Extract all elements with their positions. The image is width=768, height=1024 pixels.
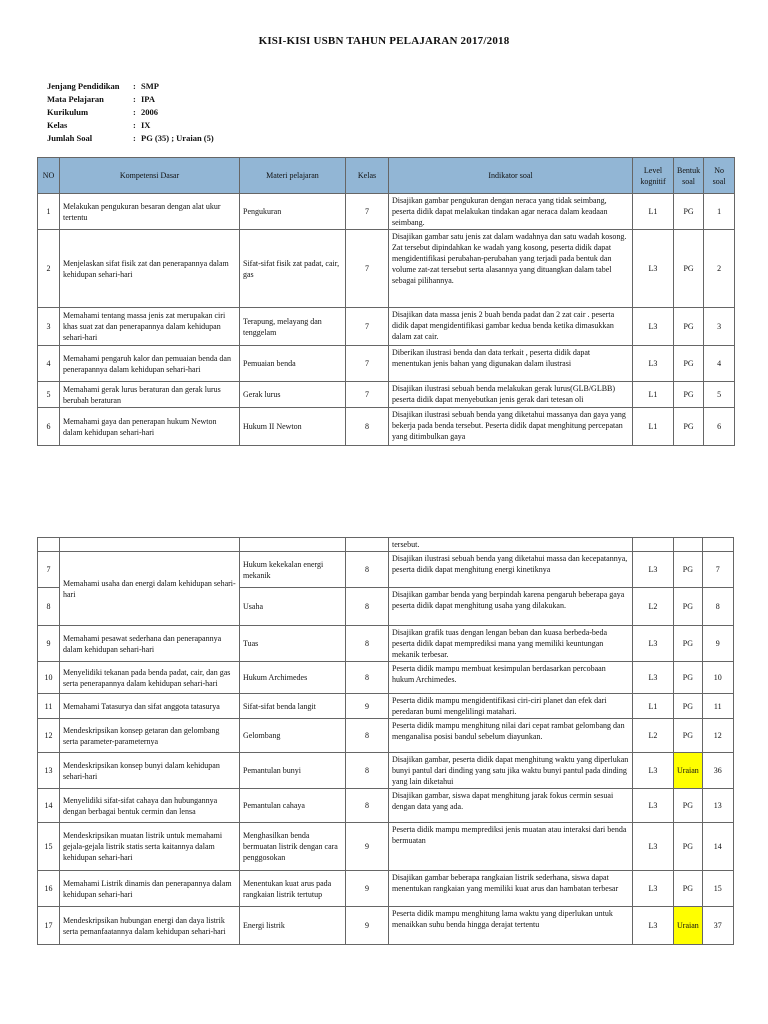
cell-materi: Hukum kekekalan energi mekanik	[240, 552, 346, 588]
cell-materi: Hukum Archimedes	[240, 662, 346, 694]
cell-nosoal: 7	[702, 552, 733, 588]
cell-no: 15	[38, 823, 60, 871]
cell-nosoal: 5	[704, 382, 735, 408]
cell-no: 2	[38, 230, 60, 308]
cell-level: L3	[633, 308, 674, 346]
cell-indikator: Peserta didik mampu menghitung lama waktu yang diperlukan untuk menaikkan suhu benda hingga derajat tertentu	[389, 907, 633, 945]
cell-no: 7	[38, 552, 60, 588]
cell-bentuk: PG	[674, 719, 703, 753]
table-row	[38, 789, 734, 823]
meta-value: IPA	[141, 94, 156, 104]
table-header-row	[38, 158, 735, 194]
cell-kelas: 7	[346, 308, 389, 346]
cell-indikator: Peserta didik mampu memprediksi jenis muatan atau interaksi dari benda bermuatan	[389, 823, 633, 871]
cell-level: L3	[633, 626, 674, 662]
header-bentuk: Bentuk soal	[674, 158, 704, 194]
cell-bentuk: Uraian	[674, 753, 703, 789]
cell-kompetensi: Memahami gaya dan penerapan hukum Newton dalam kehidupan sehari-hari	[60, 408, 240, 446]
cell-indikator: Peserta didik mampu mengidentifikasi ciri-ciri planet dan efek dari peredaran bumi mengelilingi matahari.	[389, 694, 633, 719]
cell-kompetensi: Memahami gerak lurus beraturan dan gerak lurus berubah beraturan	[60, 382, 240, 408]
meta-row-kurikulum: Kurikulum : 2006	[47, 107, 158, 117]
cell-materi: Pemuaian benda	[240, 346, 346, 382]
cell-nosoal: 1	[704, 194, 735, 230]
table-row-continuation	[38, 538, 734, 552]
cell-indikator: Disajikan ilustrasi sebuah benda melakukan gerak lurus(GLB/GLBB) peserta didik dapat menyebutkan jenis gerak dari tetesan oli	[389, 382, 633, 408]
cell-materi: Sifat-sifat benda langit	[240, 694, 346, 719]
table-row	[38, 382, 735, 408]
header-kompetensi: Kompetensi Dasar	[60, 158, 240, 194]
cell-no: 11	[38, 694, 60, 719]
cell-bentuk: PG	[674, 194, 704, 230]
meta-key: Jumlah Soal	[47, 133, 93, 143]
cell-materi: Pemantulan bunyi	[240, 753, 346, 789]
cell-indikator: Disajikan gambar, peserta didik dapat menghitung waktu yang diperlukan bunyi pantul dari dinding yang satu jika waktu bunyi pantul pada dinding yang lain diketahui	[389, 753, 633, 789]
cell-kompetensi: Mendeskripsikan konsep bunyi dalam kehidupan sehari-hari	[60, 753, 240, 789]
cell-materi: Gelombang	[240, 719, 346, 753]
cell-kelas: 8	[346, 753, 389, 789]
cell-kompetensi: Mendeskripsikan muatan listrik untuk memahami gejala-gejala listrik statis serta kaitannya dalam kehidupan sehari-hari	[60, 823, 240, 871]
cell-kelas: 8	[346, 588, 389, 626]
cell-bentuk: PG	[674, 308, 704, 346]
cell-nosoal: 9	[702, 626, 733, 662]
cell-materi: Pengukuran	[240, 194, 346, 230]
table-row	[38, 346, 735, 382]
meta-row-jumlah: Jumlah Soal : PG (35) ; Uraian (5)	[47, 133, 214, 143]
cell-nosoal: 6	[704, 408, 735, 446]
cell-bentuk: PG	[674, 789, 703, 823]
cell-kompetensi: Menjelaskan sifat fisik zat dan penerapannya dalam kehidupan sehari-hari	[60, 230, 240, 308]
cell-kelas: 7	[346, 194, 389, 230]
cell-level: L1	[633, 382, 674, 408]
cell-kompetensi: Menyelidiki tekanan pada benda padat, cair, dan gas serta penerapannya dalam kehidupan sehari-hari	[60, 662, 240, 694]
cell-no: 16	[38, 871, 60, 907]
cell-materi: Pemantulan cahaya	[240, 789, 346, 823]
cell-kelas: 8	[346, 719, 389, 753]
table-row	[38, 230, 735, 308]
cell-bentuk: PG	[674, 552, 703, 588]
cell-nosoal: 2	[704, 230, 735, 308]
cell-nosoal: 11	[702, 694, 733, 719]
document-title: KISI-KISI USBN TAHUN PELAJARAN 2017/2018	[258, 35, 510, 47]
cell-kompetensi: Mendeskripsikan konsep getaran dan gelombang serta parameter-parameternya	[60, 719, 240, 753]
meta-value: PG (35) ; Uraian (5)	[141, 133, 214, 143]
table-row	[38, 907, 734, 945]
cell-level: L3	[633, 346, 674, 382]
cell-level: L3	[633, 552, 674, 588]
cell-bentuk: PG	[674, 382, 704, 408]
cell-nosoal: 36	[702, 753, 733, 789]
cell-indikator: Peserta didik mampu menghitung nilai dari cepat rambat gelombang dan menganalisa posisi bandul sebelum diayunkan.	[389, 719, 633, 753]
cell-no: 8	[38, 588, 60, 626]
header-materi: Materi pelajaran	[240, 158, 346, 194]
cell-kompetensi: Mendeskripsikan hubungan energi dan daya listrik serta pemanfaatannya dalam kehidupan sehari-hari	[60, 907, 240, 945]
cell-no: 12	[38, 719, 60, 753]
cell-bentuk: PG	[674, 823, 703, 871]
cell-indikator: Disajikan ilustrasi sebuah benda yang diketahui massa dan kecepatannya, peserta didik dapat menghitung energi kinetiknya	[389, 552, 633, 588]
cell-no: 6	[38, 408, 60, 446]
meta-key: Kelas	[47, 120, 68, 130]
table-row	[38, 753, 734, 789]
cell-level: L2	[633, 588, 674, 626]
cell-kompetensi: Melakukan pengukuran besaran dengan alat ukur tertentu	[60, 194, 240, 230]
meta-row-kelas: Kelas : IX	[47, 120, 151, 130]
cell-no: 10	[38, 662, 60, 694]
cell-no: 17	[38, 907, 60, 945]
cell-no: 4	[38, 346, 60, 382]
cell-kompetensi: Memahami pesawat sederhana dan penerapannya dalam kehidupan sehari-hari	[60, 626, 240, 662]
cell-level: L2	[633, 719, 674, 753]
cell-indikator: Disajikan grafik tuas dengan lengan beban dan kuasa berbeda-beda peserta didik dapat memprediksi mana yang memiliki keuntungan mekanik terbesar.	[389, 626, 633, 662]
cell-kompetensi: Memahami Tatasurya dan sifat anggota tatasurya	[60, 694, 240, 719]
kisi-kisi-table-page2	[37, 537, 734, 945]
table-row	[38, 662, 734, 694]
cell-kompetensi: Memahami usaha dan energi dalam kehidupan sehari-hari	[60, 552, 240, 626]
cell-kelas: 7	[346, 346, 389, 382]
cell-kelas: 8	[346, 626, 389, 662]
cell-nosoal: 10	[702, 662, 733, 694]
cell-kelas: 9	[346, 871, 389, 907]
meta-value: SMP	[141, 81, 159, 91]
cell-materi: Terapung, melayang dan tenggelam	[240, 308, 346, 346]
cell-nosoal: 8	[702, 588, 733, 626]
cell-kelas: 7	[346, 230, 389, 308]
cell-no: 1	[38, 194, 60, 230]
table-row	[38, 552, 734, 588]
table-row	[38, 719, 734, 753]
cell-nosoal: 13	[702, 789, 733, 823]
cell-nosoal: 3	[704, 308, 735, 346]
cell-kompetensi: Menyelidiki sifat-sifat cahaya dan hubungannya dengan berbagai bentuk cermin dan lensa	[60, 789, 240, 823]
cell-level: L3	[633, 662, 674, 694]
header-nosoal: No soal	[704, 158, 735, 194]
cell-kelas: 8	[346, 408, 389, 446]
cell-kelas: 9	[346, 823, 389, 871]
header-indikator: Indikator soal	[389, 158, 633, 194]
cell-bentuk: PG	[674, 694, 703, 719]
meta-key: Kurikulum	[47, 107, 89, 117]
cell-materi: Hukum II Newton	[240, 408, 346, 446]
meta-value: IX	[141, 120, 151, 130]
cell-level: L3	[633, 753, 674, 789]
cell-bentuk: PG	[674, 871, 703, 907]
cell-level: L3	[633, 230, 674, 308]
cell-level: L3	[633, 789, 674, 823]
cell-indikator: Disajikan ilustrasi sebuah benda yang diketahui massanya dan gaya yang bekerja pada benda tersebut. Peserta didik dapat menghitung percepatan yang ditimbulkan gaya	[389, 408, 633, 446]
cell-indikator: Peserta didik mampu membuat kesimpulan berdasarkan percobaan hukum Archimedes.	[389, 662, 633, 694]
cell-bentuk: PG	[674, 408, 704, 446]
cell-level: L3	[633, 871, 674, 907]
cell-materi: Menentukan kuat arus pada rangkaian listrik tertutup	[240, 871, 346, 907]
cell-materi: Usaha	[240, 588, 346, 626]
cell-no: 9	[38, 626, 60, 662]
cell-indikator: Disajikan gambar benda yang berpindah karena pengaruh beberapa gaya peserta didik dapat menghitung usaha yang dilakukan.	[389, 588, 633, 626]
cell-no: 13	[38, 753, 60, 789]
cell-no: 14	[38, 789, 60, 823]
header-level: Level kognitif	[633, 158, 674, 194]
cell-kompetensi: Memahami pengaruh kalor dan pemuaian benda dan penerapannya dalam kehidupan sehari-hari	[60, 346, 240, 382]
meta-key: Jenjang Pendidikan	[47, 81, 120, 91]
cell-indikator: tersebut.	[389, 538, 633, 552]
cell-bentuk: PG	[674, 230, 704, 308]
meta-value: 2006	[141, 107, 158, 117]
table-row	[38, 194, 735, 230]
cell-kelas: 8	[346, 789, 389, 823]
meta-block	[47, 80, 214, 145]
cell-bentuk: PG	[674, 588, 703, 626]
cell-nosoal: 12	[702, 719, 733, 753]
header-kelas: Kelas	[346, 158, 389, 194]
kisi-kisi-table-page1	[37, 157, 735, 446]
cell-level: L3	[633, 907, 674, 945]
cell-nosoal: 4	[704, 346, 735, 382]
cell-indikator: Diberikan ilustrasi benda dan data terkait , peserta didik dapat menentukan jenis bahan yang digunakan dalam ilustrasi	[389, 346, 633, 382]
cell-level: L1	[633, 194, 674, 230]
cell-kompetensi: Memahami Listrik dinamis dan penerapannya dalam kehidupan sehari-hari	[60, 871, 240, 907]
cell-level: L1	[633, 694, 674, 719]
meta-row-mapel: Mata Pelajaran : IPA	[47, 94, 156, 104]
header-no: NO	[38, 158, 60, 194]
cell-materi: Sifat-sifat fisik zat padat, cair, gas	[240, 230, 346, 308]
cell-materi: Menghasilkan benda bermuatan listrik dengan cara penggosokan	[240, 823, 346, 871]
cell-no: 5	[38, 382, 60, 408]
cell-materi: Energi listrik	[240, 907, 346, 945]
cell-materi: Gerak lurus	[240, 382, 346, 408]
cell-indikator: Disajikan gambar, siswa dapat menghitung jarak fokus cermin sesuai dengan data yang ada.	[389, 789, 633, 823]
cell-no: 3	[38, 308, 60, 346]
cell-kelas: 8	[346, 552, 389, 588]
cell-level: L3	[633, 823, 674, 871]
cell-indikator: Disajikan data massa jenis 2 buah benda padat dan 2 zat cair . peserta didik dapat mengidentifikasi gambar kedua benda ketika dimasukkan dalam zat cair.	[389, 308, 633, 346]
meta-row-jenjang: Jenjang Pendidikan : SMP	[47, 81, 159, 91]
cell-bentuk: Uraian	[674, 907, 703, 945]
cell-kompetensi: Memahami tentang massa jenis zat merupakan ciri khas suat zat dan penerapannya dalam kehidupan sehari-hari	[60, 308, 240, 346]
table-row	[38, 694, 734, 719]
cell-indikator: Disajikan gambar beberapa rangkaian listrik sederhana, siswa dapat menentukan rangkaian yang memiliki kuat arus dan hambatan terbesar	[389, 871, 633, 907]
table-row	[38, 823, 734, 871]
table-row	[38, 626, 734, 662]
table-row	[38, 408, 735, 446]
cell-materi: Tuas	[240, 626, 346, 662]
cell-bentuk: PG	[674, 626, 703, 662]
cell-indikator: Disajikan gambar satu jenis zat dalam wadahnya dan satu wadah kosong. Zat tersebut dipindahkan ke wadah yang kosong, peserta didik dapat mengidentifikasi perubahan-perubahan yang terjadi pada bentuk dan volume zat-zat tersebut serta alasannya yang dituangkan dalam tabel sebagai pilihannya.	[389, 230, 633, 308]
table-row	[38, 871, 734, 907]
cell-bentuk: PG	[674, 662, 703, 694]
cell-kelas: 9	[346, 907, 389, 945]
meta-key: Mata Pelajaran	[47, 94, 104, 104]
cell-level: L1	[633, 408, 674, 446]
cell-nosoal: 37	[702, 907, 733, 945]
cell-kelas: 7	[346, 382, 389, 408]
cell-indikator: Disajikan gambar pengukuran dengan neraca yang tidak seimbang, peserta didik dapat melakukan tindakan agar neraca dalam keadaan seimbang.	[389, 194, 633, 230]
cell-bentuk: PG	[674, 346, 704, 382]
cell-nosoal: 14	[702, 823, 733, 871]
table-row	[38, 308, 735, 346]
cell-kelas: 8	[346, 662, 389, 694]
cell-nosoal: 15	[702, 871, 733, 907]
cell-kelas: 9	[346, 694, 389, 719]
